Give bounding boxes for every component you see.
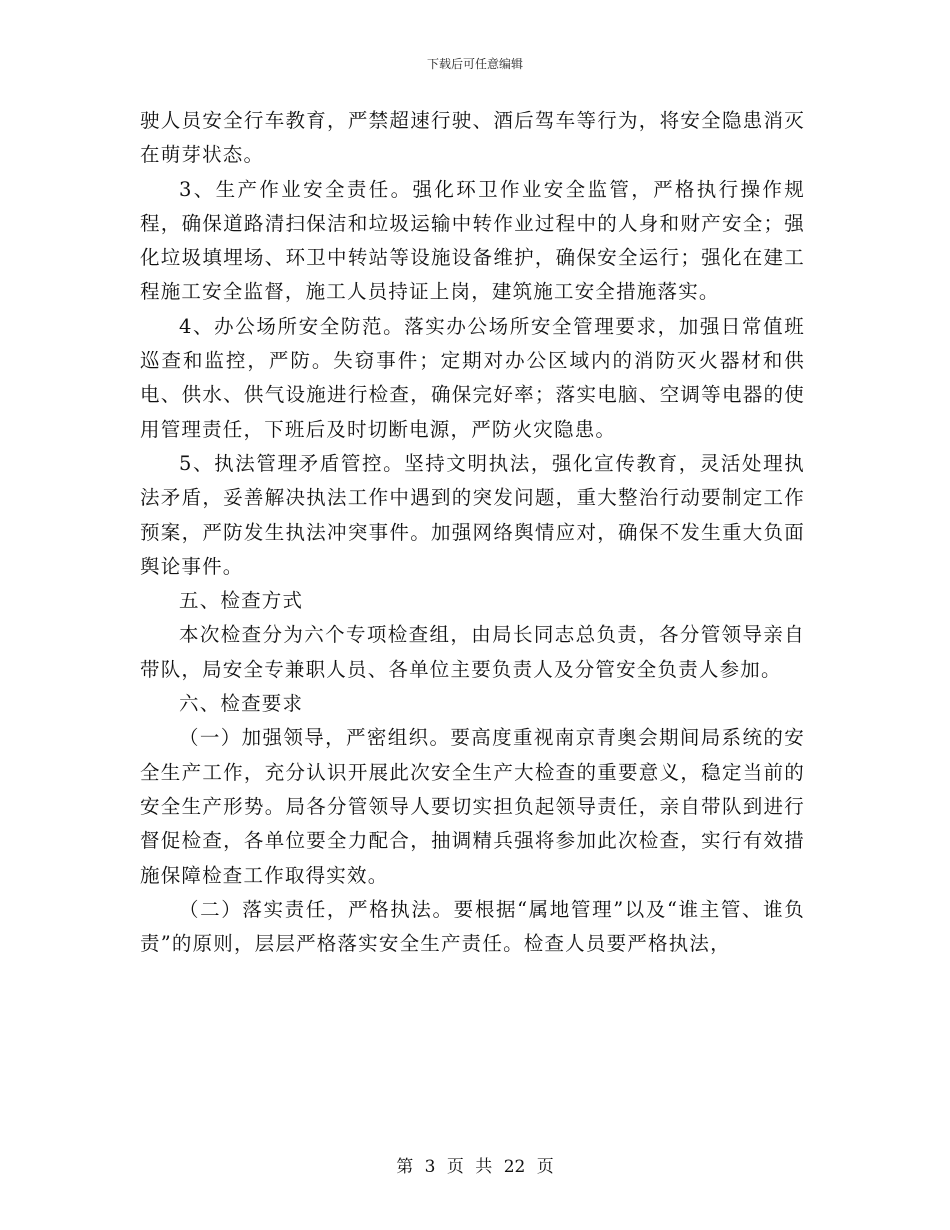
paragraph: 本次检查分为六个专项检查组，由局长同志总负责，各分管领导亲自带队，局安全专兼职人员、各单位主要负责人及分管安全负责人参加。: [140, 623, 805, 681]
section-heading: 六、检查要求: [179, 692, 304, 716]
paragraph: （一）加强领导，严密组织。要高度重视南京青奥会期间局系统的安全生产工作，充分认识开展此次安全生产大检查的重要意义，稳定当前的安全生产形势。局各分管领导人要切实担负起领导责任，亲自带队到进行督促检查，各单位要全力配合，抽调精兵强将参加此次检查，实行有效措施保障检查工作取得实效。: [140, 726, 805, 887]
paragraph: 驶人员安全行车教育，严禁超速行驶、酒后驾车等行为，将安全隐患消灭在萌芽状态。: [140, 109, 805, 167]
section-heading: 五、检查方式: [179, 589, 304, 613]
document-body: [140, 104, 805, 961]
page-number-footer: 第 3 页 共 22 页: [396, 1157, 554, 1177]
paragraph: 4、办公场所安全防范。落实办公场所安全管理要求，加强日常值班巡查和监控，严防。失窃事件；定期对办公区域内的消防灭火器材和供电、供水、供气设施进行检查，确保完好率；落实电脑、空调等电器的使用管理责任，下班后及时切断电源，严防火灾隐患。: [140, 314, 805, 441]
page-header-note: 下载后可任意编辑: [426, 57, 523, 71]
paragraph: 3、生产作业安全责任。强化环卫作业安全监管，严格执行操作规程，确保道路清扫保洁和垃圾运输中转作业过程中的人身和财产安全；强化垃圾填埋场、环卫中转站等设施设备维护，确保安全运行；强化在建工程施工安全监督，施工人员持证上岗，建筑施工安全措施落实。: [140, 177, 805, 304]
paragraph: 5、执法管理矛盾管控。坚持文明执法，强化宣传教育，灵活处理执法矛盾，妥善解决执法工作中遇到的突发问题，重大整治行动要制定工作预案，严防发生执法冲突事件。加强网络舆情应对，确保不发生重大负面舆论事件。: [140, 451, 805, 578]
paragraph: （二）落实责任，严格执法。要根据“属地管理”以及“谁主管、谁负责”的原则，层层严格落实安全生产责任。检查人员要严格执法，: [140, 897, 805, 956]
